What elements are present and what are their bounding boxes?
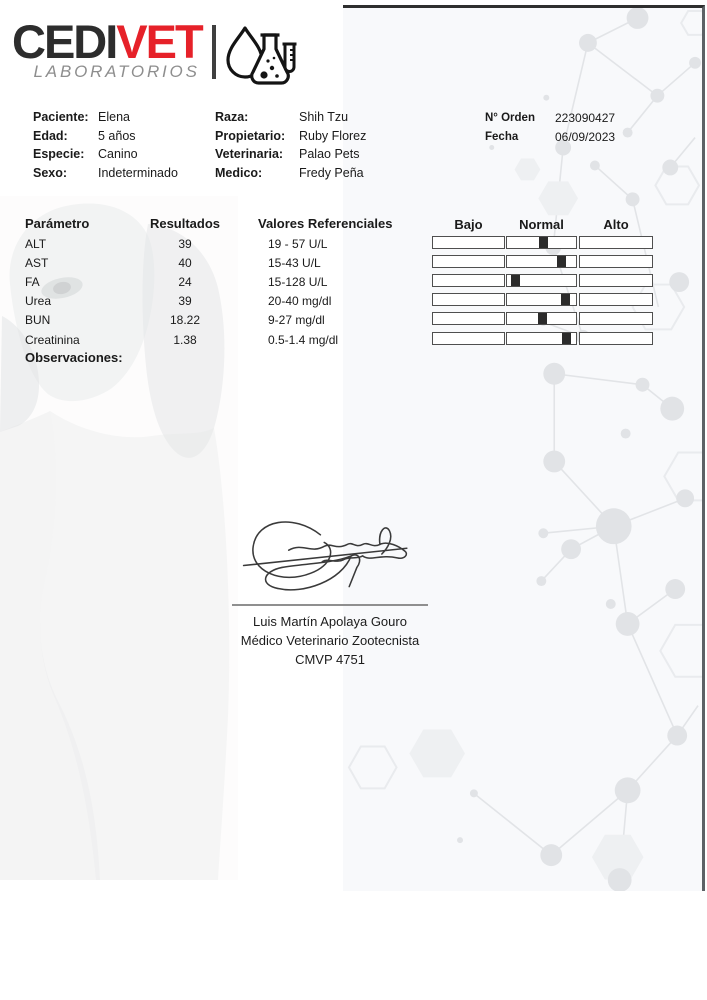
result-row	[0, 236, 707, 255]
field-label: Paciente:	[33, 110, 89, 124]
reference-range: 15-128 U/L	[268, 275, 328, 290]
result-marker	[561, 294, 570, 305]
field-label: N° Orden	[485, 112, 535, 124]
reference-range: 15-43 U/L	[268, 256, 321, 271]
range-bar-normal	[506, 312, 577, 325]
result-row	[0, 332, 707, 351]
brand-name	[12, 15, 202, 68]
logo	[12, 15, 300, 89]
field-value: 5 años	[98, 128, 136, 143]
range-bar-low	[432, 332, 505, 345]
header-parametro: Parámetro	[25, 216, 90, 231]
brand-accent: VET	[116, 15, 202, 68]
range-bar-high	[579, 255, 653, 268]
brand-subtitle: LABORATORIOS	[33, 62, 200, 82]
range-bar-high	[579, 293, 653, 306]
results-rows	[0, 236, 707, 356]
info-row	[215, 166, 366, 185]
field-value: Shih Tzu	[299, 110, 349, 124]
brand-primary: CEDI	[12, 15, 117, 68]
field-value: 06/09/2023	[555, 129, 616, 144]
range-bar-normal	[506, 236, 577, 249]
field-value: 223090427	[555, 111, 616, 125]
field-value: Indeterminado	[98, 165, 178, 180]
field-label: Veterinaria:	[215, 147, 284, 162]
result-row	[0, 312, 707, 331]
result-row	[0, 293, 707, 312]
header-normal: Normal	[519, 217, 564, 232]
info-row	[33, 129, 178, 148]
signature-name: Luis Martín Apolaya Gouro	[253, 614, 407, 629]
header-valores-referenciales: Valores Referenciales	[258, 216, 393, 231]
result-marker	[557, 256, 566, 267]
range-bar-normal	[506, 293, 577, 306]
range-bar-normal	[506, 255, 577, 268]
range-bar-high	[579, 236, 653, 249]
field-label: Propietario:	[215, 128, 286, 143]
field-value: Fredy Peña	[299, 165, 364, 180]
logo-text	[12, 15, 202, 82]
field-label: Edad:	[33, 128, 68, 143]
signature-block	[232, 506, 428, 669]
parameter-name: AST	[25, 256, 49, 271]
range-bar-low	[432, 312, 505, 325]
header-alto: Alto	[603, 217, 629, 232]
range-bar-high	[579, 274, 653, 287]
info-row	[215, 129, 366, 148]
info-row	[215, 147, 366, 166]
field-label: Sexo:	[33, 165, 68, 180]
logo-divider	[212, 25, 216, 79]
info-row	[485, 111, 615, 130]
result-value: 24	[178, 275, 192, 290]
reference-range: 20-40 mg/dl	[268, 294, 332, 309]
result-value: 18.22	[169, 313, 201, 328]
result-marker	[511, 275, 520, 286]
field-value: Elena	[98, 110, 130, 124]
reference-range: 9-27 mg/dl	[268, 313, 325, 328]
info-row	[33, 147, 178, 166]
result-value: 1.38	[173, 332, 197, 347]
reference-range: 0.5-1.4 mg/dl	[268, 332, 339, 347]
range-bar-high	[579, 332, 653, 345]
signature-scribble	[232, 506, 428, 602]
info-row	[215, 110, 366, 129]
result-value: 39	[178, 237, 192, 251]
field-value: Ruby Florez	[299, 128, 367, 143]
result-value: 39	[178, 294, 192, 309]
result-marker	[539, 237, 548, 248]
range-bar-high	[579, 312, 653, 325]
field-label: Medico:	[215, 165, 263, 180]
range-bar-low	[432, 293, 505, 306]
range-bar-normal	[506, 274, 577, 287]
field-label: Raza:	[215, 110, 249, 124]
parameter-name: ALT	[25, 237, 47, 251]
patient-info-col2	[215, 110, 366, 184]
parameter-name: Creatinina	[25, 332, 80, 347]
range-bar-low	[432, 274, 505, 287]
parameter-name: Urea	[25, 294, 52, 309]
signature-line	[232, 604, 428, 606]
result-row	[0, 274, 707, 293]
result-row	[0, 255, 707, 274]
signature-title: Médico Veterinario Zootecnista	[240, 633, 420, 648]
range-bar-low	[432, 236, 505, 249]
field-value: Canino	[98, 147, 138, 162]
range-bar-low	[432, 255, 505, 268]
info-row	[33, 166, 178, 185]
result-marker	[562, 333, 571, 344]
reference-range: 19 - 57 U/L	[268, 237, 328, 251]
header-bajo: Bajo	[454, 217, 483, 232]
result-marker	[538, 313, 547, 324]
signature-license: CMVP 4751	[295, 652, 365, 667]
info-row	[33, 110, 178, 129]
header-resultados: Resultados	[149, 216, 221, 231]
observations-label: Observaciones:	[25, 350, 123, 365]
parameter-name: FA	[25, 275, 40, 290]
field-value: Palao Pets	[299, 147, 360, 162]
patient-info-col1	[33, 110, 178, 184]
info-row	[485, 130, 615, 149]
field-label: Especie:	[33, 147, 85, 162]
range-bar-normal	[506, 332, 577, 345]
parameter-name: BUN	[25, 313, 51, 328]
droplet-flask-testtube-icon	[224, 25, 300, 89]
order-info-block	[485, 111, 615, 148]
field-label: Fecha	[485, 130, 519, 143]
result-value: 40	[178, 256, 192, 271]
